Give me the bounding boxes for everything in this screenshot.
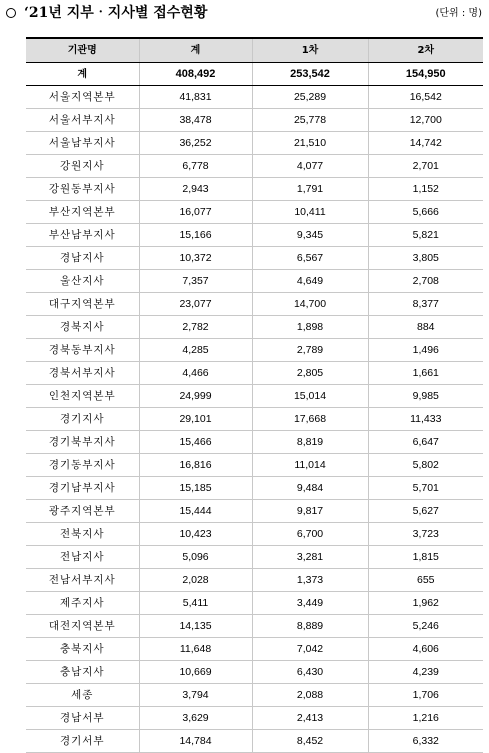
- agency-cell: 경북서부지사: [26, 362, 139, 385]
- table-row: [26, 661, 483, 684]
- agency-cell: 대전지역본부: [26, 615, 139, 638]
- second-cell: 9,985: [368, 385, 483, 408]
- agency-cell: 광주지역본부: [26, 500, 139, 523]
- total-first: 253,542: [252, 63, 368, 86]
- total-cell: 36,252: [139, 132, 252, 155]
- total-cell: 15,185: [139, 477, 252, 500]
- first-cell: 3,449: [252, 592, 368, 615]
- table-row: [26, 178, 483, 201]
- total-cell: 41,831: [139, 86, 252, 109]
- table-row: [26, 477, 483, 500]
- agency-cell: 전남서부지사: [26, 569, 139, 592]
- intake-table: [26, 37, 483, 753]
- agency-cell: 서울지역본부: [26, 86, 139, 109]
- column-header-agency: 기관명: [26, 38, 139, 63]
- table-row: [26, 132, 483, 155]
- table-row: [26, 730, 483, 753]
- agency-cell: 경남지사: [26, 247, 139, 270]
- second-cell: 1,815: [368, 546, 483, 569]
- table-row: [26, 247, 483, 270]
- total-cell: 7,357: [139, 270, 252, 293]
- page-header: [6, 4, 484, 26]
- table-row: [26, 362, 483, 385]
- second-cell: 6,647: [368, 431, 483, 454]
- column-header-total: 계: [139, 38, 252, 63]
- table-row: [26, 201, 483, 224]
- first-cell: 25,778: [252, 109, 368, 132]
- agency-cell: 부산남부지사: [26, 224, 139, 247]
- agency-cell: 경기동부지사: [26, 454, 139, 477]
- total-cell: 14,135: [139, 615, 252, 638]
- table-header-row: [26, 38, 483, 63]
- second-cell: 2,708: [368, 270, 483, 293]
- total-cell: 24,999: [139, 385, 252, 408]
- first-cell: 9,484: [252, 477, 368, 500]
- first-cell: 4,077: [252, 155, 368, 178]
- total-cell: 10,669: [139, 661, 252, 684]
- second-cell: 5,246: [368, 615, 483, 638]
- agency-cell: 강원동부지사: [26, 178, 139, 201]
- agency-cell: 인천지역본부: [26, 385, 139, 408]
- first-cell: 15,014: [252, 385, 368, 408]
- total-label: 계: [26, 63, 139, 86]
- total-cell: 23,077: [139, 293, 252, 316]
- first-cell: 2,789: [252, 339, 368, 362]
- agency-cell: 경북동부지사: [26, 339, 139, 362]
- table-row: [26, 224, 483, 247]
- first-cell: 2,805: [252, 362, 368, 385]
- total-sum: 408,492: [139, 63, 252, 86]
- second-cell: 11,433: [368, 408, 483, 431]
- agency-cell: 경기지사: [26, 408, 139, 431]
- total-cell: 15,466: [139, 431, 252, 454]
- total-second: 154,950: [368, 63, 483, 86]
- total-row: [26, 63, 483, 86]
- first-cell: 10,411: [252, 201, 368, 224]
- total-cell: 3,794: [139, 684, 252, 707]
- total-cell: 16,077: [139, 201, 252, 224]
- first-cell: 21,510: [252, 132, 368, 155]
- first-cell: 8,452: [252, 730, 368, 753]
- table-row: [26, 431, 483, 454]
- total-cell: 3,629: [139, 707, 252, 730]
- first-cell: 1,898: [252, 316, 368, 339]
- table-row: [26, 270, 483, 293]
- total-cell: 10,423: [139, 523, 252, 546]
- total-cell: 2,943: [139, 178, 252, 201]
- second-cell: 4,239: [368, 661, 483, 684]
- table-row: [26, 109, 483, 132]
- agency-cell: 경기남부지사: [26, 477, 139, 500]
- first-cell: 9,345: [252, 224, 368, 247]
- agency-cell: 경기서부: [26, 730, 139, 753]
- second-cell: 5,821: [368, 224, 483, 247]
- second-cell: 3,805: [368, 247, 483, 270]
- table-row: [26, 454, 483, 477]
- agency-cell: 전남지사: [26, 546, 139, 569]
- second-cell: 6,332: [368, 730, 483, 753]
- first-cell: 1,791: [252, 178, 368, 201]
- first-cell: 11,014: [252, 454, 368, 477]
- second-cell: 16,542: [368, 86, 483, 109]
- table-row: [26, 638, 483, 661]
- first-cell: 6,430: [252, 661, 368, 684]
- table-row: [26, 707, 483, 730]
- first-cell: 14,700: [252, 293, 368, 316]
- table-row: [26, 339, 483, 362]
- second-cell: 4,606: [368, 638, 483, 661]
- second-cell: 1,152: [368, 178, 483, 201]
- total-cell: 15,444: [139, 500, 252, 523]
- table-row: [26, 155, 483, 178]
- total-cell: 16,816: [139, 454, 252, 477]
- total-cell: 15,166: [139, 224, 252, 247]
- table-row: [26, 523, 483, 546]
- second-cell: 14,742: [368, 132, 483, 155]
- table-row: [26, 86, 483, 109]
- total-cell: 11,648: [139, 638, 252, 661]
- agency-cell: 충남지사: [26, 661, 139, 684]
- agency-cell: 전북지사: [26, 523, 139, 546]
- second-cell: 1,496: [368, 339, 483, 362]
- column-header-second: 2차: [368, 38, 483, 63]
- second-cell: 1,962: [368, 592, 483, 615]
- total-cell: 14,784: [139, 730, 252, 753]
- total-cell: 6,778: [139, 155, 252, 178]
- agency-cell: 세종: [26, 684, 139, 707]
- total-cell: 5,411: [139, 592, 252, 615]
- first-cell: 8,889: [252, 615, 368, 638]
- first-cell: 1,373: [252, 569, 368, 592]
- agency-cell: 경남서부: [26, 707, 139, 730]
- second-cell: 8,377: [368, 293, 483, 316]
- first-cell: 8,819: [252, 431, 368, 454]
- table-row: [26, 684, 483, 707]
- table-row: [26, 569, 483, 592]
- first-cell: 7,042: [252, 638, 368, 661]
- total-cell: 38,478: [139, 109, 252, 132]
- unit-note: (단위 : 명): [435, 8, 482, 19]
- first-cell: 6,567: [252, 247, 368, 270]
- first-cell: 4,649: [252, 270, 368, 293]
- first-cell: 2,413: [252, 707, 368, 730]
- table-row: [26, 293, 483, 316]
- second-cell: 884: [368, 316, 483, 339]
- second-cell: 1,706: [368, 684, 483, 707]
- table-row: [26, 500, 483, 523]
- first-cell: 25,289: [252, 86, 368, 109]
- agency-cell: 경기북부지사: [26, 431, 139, 454]
- total-cell: 29,101: [139, 408, 252, 431]
- first-cell: 3,281: [252, 546, 368, 569]
- second-cell: 5,701: [368, 477, 483, 500]
- second-cell: 5,627: [368, 500, 483, 523]
- first-cell: 6,700: [252, 523, 368, 546]
- second-cell: 655: [368, 569, 483, 592]
- table-row: [26, 592, 483, 615]
- agency-cell: 제주지사: [26, 592, 139, 615]
- first-cell: 2,088: [252, 684, 368, 707]
- second-cell: 1,661: [368, 362, 483, 385]
- table-row: [26, 615, 483, 638]
- second-cell: 5,802: [368, 454, 483, 477]
- table-row: [26, 408, 483, 431]
- total-cell: 2,028: [139, 569, 252, 592]
- page-title: ‘21년 지부‧지사별 접수현황: [24, 5, 208, 21]
- total-cell: 4,285: [139, 339, 252, 362]
- circle-bullet-icon: [6, 8, 16, 18]
- agency-cell: 대구지역본부: [26, 293, 139, 316]
- total-cell: 4,466: [139, 362, 252, 385]
- agency-cell: 경북지사: [26, 316, 139, 339]
- table-row: [26, 546, 483, 569]
- agency-cell: 서울서부지사: [26, 109, 139, 132]
- agency-cell: 충북지사: [26, 638, 139, 661]
- table-row: [26, 385, 483, 408]
- second-cell: 2,701: [368, 155, 483, 178]
- total-cell: 5,096: [139, 546, 252, 569]
- first-cell: 17,668: [252, 408, 368, 431]
- agency-cell: 울산지사: [26, 270, 139, 293]
- first-cell: 9,817: [252, 500, 368, 523]
- second-cell: 5,666: [368, 201, 483, 224]
- second-cell: 1,216: [368, 707, 483, 730]
- agency-cell: 서울남부지사: [26, 132, 139, 155]
- column-header-first: 1차: [252, 38, 368, 63]
- agency-cell: 강원지사: [26, 155, 139, 178]
- table-row: [26, 316, 483, 339]
- total-cell: 2,782: [139, 316, 252, 339]
- total-cell: 10,372: [139, 247, 252, 270]
- second-cell: 3,723: [368, 523, 483, 546]
- agency-cell: 부산지역본부: [26, 201, 139, 224]
- second-cell: 12,700: [368, 109, 483, 132]
